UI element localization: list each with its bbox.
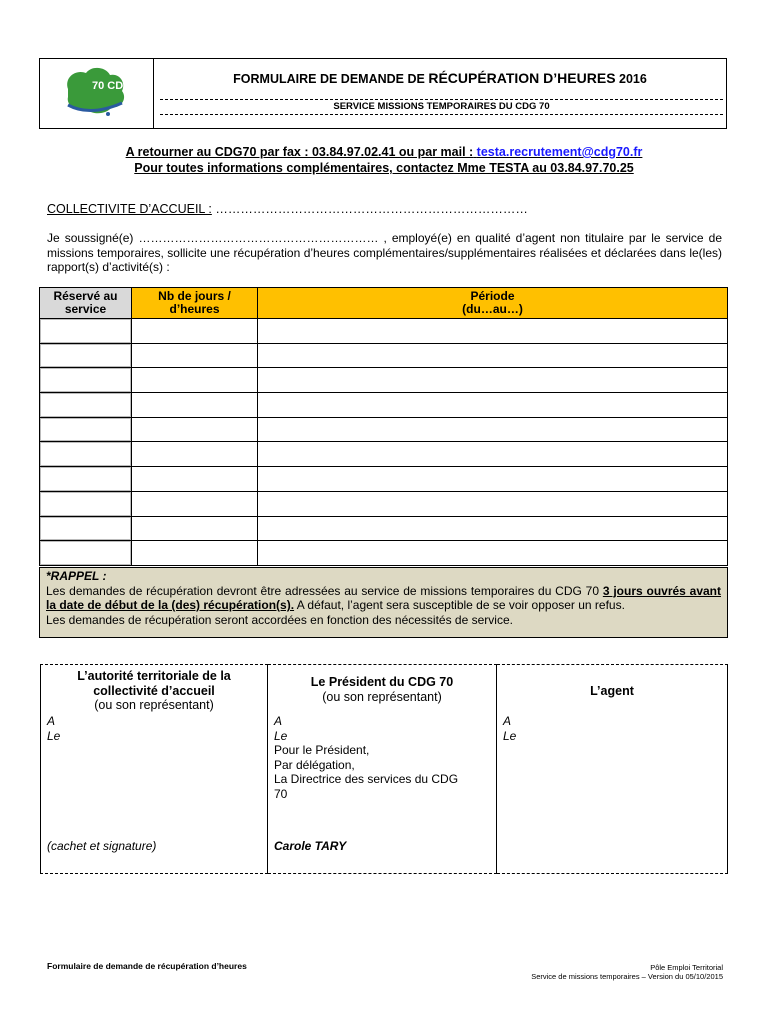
footer-left: Formulaire de demande de récupération d’heures — [47, 961, 247, 971]
table-row — [40, 393, 728, 418]
periode-cell[interactable] — [258, 343, 728, 368]
periode-cell[interactable] — [258, 368, 728, 393]
table-row — [40, 343, 728, 368]
periode-cell[interactable] — [258, 417, 728, 442]
rappel-paragraph-1: Les demandes de récupération devront être adressées au service de missions temporaires du CDG 70 3 jours ouvrés avant la date de début de la (des) récupération(s). A défaut, l’agent sera susceptible de se voir opposer un refus. — [46, 583, 721, 612]
contact-email-link[interactable]: testa.recrutement@cdg70.fr — [476, 145, 643, 159]
reserve-cell[interactable] — [40, 516, 132, 541]
title-prefix: FORMULAIRE DE DEMANDE DE — [233, 72, 425, 86]
nb-jours-cell[interactable] — [132, 343, 258, 368]
sig-col2-name: Carole TARY — [274, 839, 347, 853]
rappel-deadline: 3 jours ouvrés avant la date de début de la (des) récupération(s). — [46, 583, 721, 612]
sig-col1-place: A Le — [47, 714, 61, 743]
logo-cell — [40, 59, 154, 128]
periode-cell[interactable] — [258, 491, 728, 516]
intro-paragraph: Je soussigné(e) …………………………………………………… , employé(e) en qualité d’agent non titulaire par le service de missions temporaires, sollicite une récupération d’heures complémentaires/supplémentaires réalisées et déclarées dans le(les) rapport(s) d’activité(s) : — [47, 231, 722, 274]
contact-line-2: Pour toutes informations complémentaires, contactez Mme TESTA au 03.84.97.70.25 — [134, 161, 634, 175]
nb-jours-cell[interactable] — [132, 442, 258, 467]
header-divider-bottom — [160, 114, 723, 115]
nb-jours-cell[interactable] — [132, 467, 258, 492]
sig-col1-title: L’autorité territoriale de la collectivité d’accueil (ou son représentant) — [77, 669, 231, 712]
form-header — [39, 58, 727, 129]
table-row — [40, 491, 728, 516]
nb-jours-cell[interactable] — [132, 368, 258, 393]
sig-col2-body: A Le Pour le Président, Par délégation, La Directrice des services du CDG 70 — [274, 714, 459, 801]
reserve-cell[interactable] — [40, 319, 132, 344]
collectivite-label: COLLECTIVITE D’ACCUEIL : — [47, 202, 212, 216]
recuperation-table — [39, 287, 728, 566]
title-main: RÉCUPÉRATION D’HEURES — [428, 70, 616, 86]
nb-jours-cell[interactable] — [132, 516, 258, 541]
table-row — [40, 368, 728, 393]
signature-block-president[interactable] — [268, 664, 497, 874]
header-reserve: Réservé au service — [40, 288, 132, 319]
nb-jours-cell[interactable] — [132, 319, 258, 344]
sig-col3-place: A Le — [503, 714, 517, 743]
periode-cell[interactable] — [258, 467, 728, 492]
table-row — [40, 417, 728, 442]
contact-fax-text: A retourner au CDG70 par fax : 03.84.97.02.41 ou par mail : — [125, 145, 474, 159]
sig-col3-title: L’agent — [590, 684, 634, 698]
periode-cell[interactable] — [258, 541, 728, 566]
header-divider-top — [160, 99, 723, 100]
table-row — [40, 442, 728, 467]
periode-cell[interactable] — [258, 516, 728, 541]
nb-jours-cell[interactable] — [132, 491, 258, 516]
sig-col2-title: Le Président du CDG 70 (ou son représentant) — [310, 675, 454, 704]
table-row — [40, 467, 728, 492]
signature-block-agent[interactable] — [497, 664, 728, 874]
reserve-cell[interactable] — [40, 442, 132, 467]
periode-cell[interactable] — [258, 393, 728, 418]
nb-jours-cell[interactable] — [132, 417, 258, 442]
header-periode: Période (du…au…) — [258, 288, 728, 319]
title-year: 2016 — [619, 72, 647, 86]
nb-jours-cell[interactable] — [132, 541, 258, 566]
reserve-cell[interactable] — [40, 368, 132, 393]
header-nb-jours: Nb de jours / d’heures — [132, 288, 258, 319]
sig-col1-cachet: (cachet et signature) — [47, 839, 157, 853]
footer-right: Pôle Emploi Territorial Service de missions temporaires – Version du 05/10/2015 — [531, 963, 723, 981]
rappel-title: *RAPPEL : — [46, 569, 107, 583]
reserve-cell[interactable] — [40, 541, 132, 566]
form-subtitle: SERVICE MISSIONS TEMPORAIRES DU CDG 70 — [333, 101, 550, 112]
periode-cell[interactable] — [258, 319, 728, 344]
form-title — [160, 70, 720, 86]
table-row — [40, 319, 728, 344]
nb-jours-cell[interactable] — [132, 393, 258, 418]
logo-text: 70 CDG — [92, 80, 132, 92]
signature-block-collectivite[interactable] — [40, 664, 268, 874]
reserve-cell[interactable] — [40, 393, 132, 418]
reserve-cell[interactable] — [40, 343, 132, 368]
cdg70-logo-icon — [40, 59, 154, 128]
reserve-cell[interactable] — [40, 491, 132, 516]
rappel-box — [39, 567, 728, 638]
rappel-paragraph-2: Les demandes de récupération seront accordées en fonction des nécessités de service. — [46, 612, 513, 627]
periode-cell[interactable] — [258, 442, 728, 467]
contact-line-1 — [40, 145, 728, 159]
collectivite-field — [47, 202, 528, 216]
collectivite-dots[interactable]: ………………………………………………………………… — [215, 202, 528, 216]
reserve-cell[interactable] — [40, 417, 132, 442]
table-header-row — [40, 288, 728, 319]
table-row — [40, 541, 728, 566]
table-body — [40, 319, 728, 566]
table-row — [40, 516, 728, 541]
reserve-cell[interactable] — [40, 467, 132, 492]
